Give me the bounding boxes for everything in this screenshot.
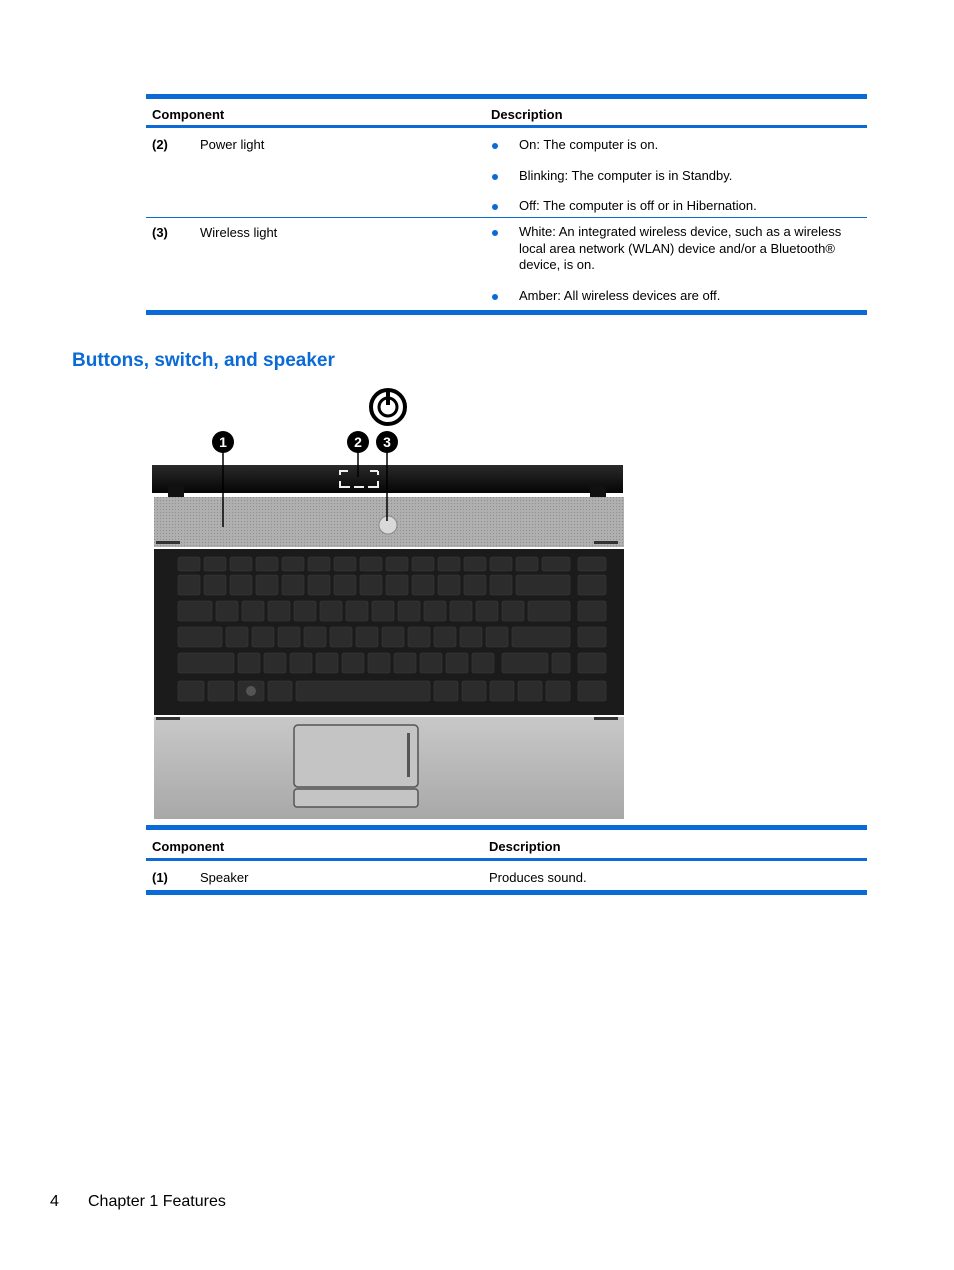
row-number: (1) xyxy=(152,870,168,885)
callout-3 xyxy=(376,431,398,453)
row-number: (2) xyxy=(152,137,168,152)
row-component: Wireless light xyxy=(200,225,278,240)
row-component: Power light xyxy=(200,137,265,152)
table-header xyxy=(146,825,867,861)
list-item: Blinking: The computer is in Standby. xyxy=(489,168,867,185)
svg-text:1: 1 xyxy=(219,434,227,450)
power-icon xyxy=(371,390,405,424)
table-row xyxy=(146,218,867,315)
list-item: White: An integrated wireless device, such as a wireless local area network (WLAN) device and/or a Bluetooth® device, is on. xyxy=(489,224,867,274)
bullet-icon xyxy=(492,204,498,210)
callout-2 xyxy=(347,431,369,453)
callout-1 xyxy=(212,431,234,453)
component-table-speaker xyxy=(146,825,867,895)
table-row xyxy=(146,861,867,895)
chapter-title: Chapter 1 Features xyxy=(88,1193,226,1210)
page-number: 4 xyxy=(50,1193,59,1210)
table-header xyxy=(146,94,867,128)
header-component: Component xyxy=(152,107,225,122)
laptop-illustration xyxy=(150,385,625,821)
header-component: Component xyxy=(152,839,225,854)
power-button xyxy=(379,516,397,534)
touchpad-buttons xyxy=(294,789,418,807)
row-description xyxy=(489,137,867,229)
windows-logo-icon xyxy=(246,686,256,696)
svg-text:3: 3 xyxy=(383,434,391,450)
component-table-lights xyxy=(146,94,867,315)
bullet-icon xyxy=(492,143,498,149)
table-row xyxy=(146,128,867,218)
bullet-icon xyxy=(492,294,498,300)
section-title: Buttons, switch, and speaker xyxy=(72,350,335,371)
page-footer xyxy=(50,1193,226,1211)
header-description: Description xyxy=(491,107,563,122)
list-item: On: The computer is on. xyxy=(489,137,867,154)
row-description: Produces sound. xyxy=(489,870,587,885)
list-item: Off: The computer is off or in Hibernation. xyxy=(489,198,867,215)
svg-text:2: 2 xyxy=(354,434,362,450)
touchpad xyxy=(294,725,418,787)
row-number: (3) xyxy=(152,225,168,240)
bullet-icon xyxy=(492,174,498,180)
bullet-icon xyxy=(492,230,498,236)
list-item: Amber: All wireless devices are off. xyxy=(489,288,867,305)
row-component: Speaker xyxy=(200,870,249,885)
row-description xyxy=(489,224,867,318)
header-description: Description xyxy=(489,839,561,854)
